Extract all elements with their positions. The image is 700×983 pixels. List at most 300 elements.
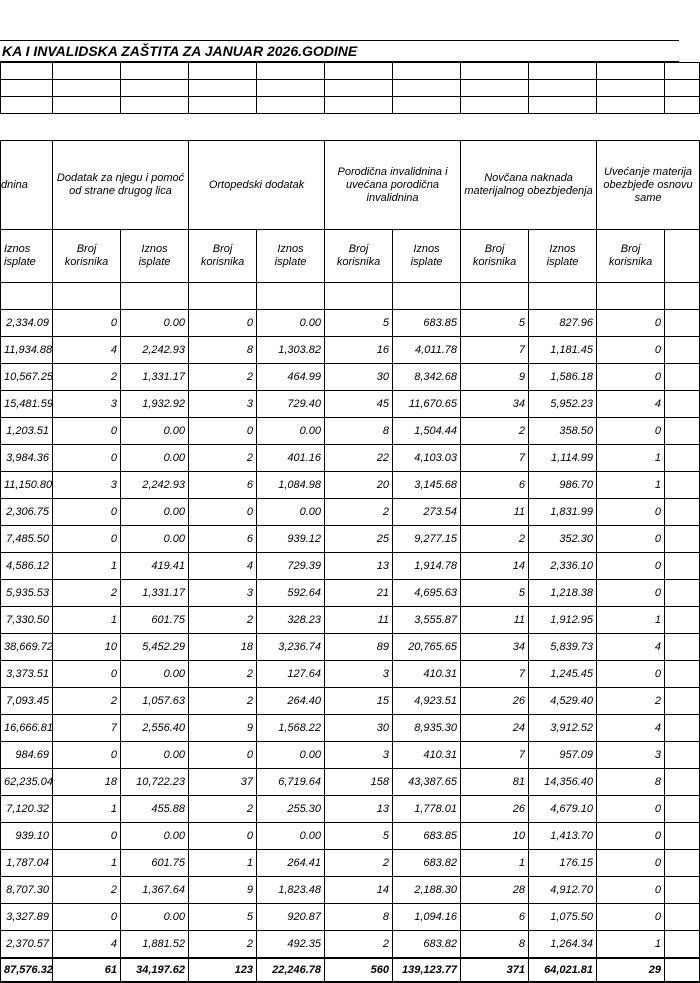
group-header: dnina [1, 141, 53, 230]
table-cell: 4 [597, 391, 665, 418]
column-header: Broj korisnika [597, 230, 665, 283]
table-cell: 0 [53, 904, 121, 931]
table-cell: 1 [53, 850, 121, 877]
table-row [1, 742, 700, 769]
report-title: KA I INVALIDSKA ZAŠTITA ZA JANUAR 2026.GODINE [2, 43, 358, 59]
table-cell: 601.75 [121, 850, 189, 877]
table-cell: 6 [461, 472, 529, 499]
table-row [1, 553, 700, 580]
table-cell: 10,722.23 [121, 769, 189, 796]
table-cell-empty [665, 796, 700, 823]
table-cell: 2,336.10 [529, 553, 597, 580]
table-cell: 2,556.40 [121, 715, 189, 742]
table-row [1, 904, 700, 931]
table-cell: 3,236.74 [257, 634, 325, 661]
table-cell: 0 [189, 499, 257, 526]
table-cell: 6,719.64 [257, 769, 325, 796]
table-row [1, 661, 700, 688]
table-cell: 5 [325, 823, 393, 850]
table-cell: 0 [53, 499, 121, 526]
table-cell: 1,787.04 [1, 850, 53, 877]
table-cell: 1,303.82 [257, 337, 325, 364]
total-cell: 22,246.78 [257, 958, 325, 982]
table-cell: 0 [597, 310, 665, 337]
table-cell: 18 [53, 769, 121, 796]
table-cell: 0 [189, 418, 257, 445]
table-cell: 7 [461, 337, 529, 364]
table-cell: 25 [325, 526, 393, 553]
table-cell-empty [665, 472, 700, 499]
table-cell: 8 [325, 418, 393, 445]
table-cell: 2 [189, 607, 257, 634]
table-cell: 24 [461, 715, 529, 742]
table-cell-empty [665, 688, 700, 715]
empty-header-grid [0, 62, 679, 114]
table-cell-empty [665, 337, 700, 364]
table-cell: 2 [53, 580, 121, 607]
table-cell: 1,094.16 [393, 904, 461, 931]
table-cell: 4,103.03 [393, 445, 461, 472]
table-cell: 264.41 [257, 850, 325, 877]
table-cell: 16,666.81 [1, 715, 53, 742]
table-cell: 8,342.68 [393, 364, 461, 391]
table-cell: 0 [189, 742, 257, 769]
table-cell: 7 [53, 715, 121, 742]
table-cell: 5 [189, 904, 257, 931]
table-cell: 2,242.93 [121, 472, 189, 499]
table-cell: 8,707.30 [1, 877, 53, 904]
table-cell: 1 [597, 445, 665, 472]
table-cell: 62,235.04 [1, 769, 53, 796]
table-cell: 9 [461, 364, 529, 391]
table-cell: 0.00 [121, 418, 189, 445]
table-cell: 7,093.45 [1, 688, 53, 715]
table-cell: 3,984.36 [1, 445, 53, 472]
table-cell: 10,567.25 [1, 364, 53, 391]
table-cell: 7,330.50 [1, 607, 53, 634]
column-header: Broj korisnika [325, 230, 393, 283]
table-row [1, 391, 700, 418]
table-cell: 1,075.50 [529, 904, 597, 931]
table-cell-empty [665, 823, 700, 850]
table-cell: 1,778.01 [393, 796, 461, 823]
table-cell: 1,823.48 [257, 877, 325, 904]
table-cell: 957.09 [529, 742, 597, 769]
table-row [1, 607, 700, 634]
table-cell: 1 [53, 553, 121, 580]
table-cell: 0 [597, 337, 665, 364]
column-header: Iznos isplate [1, 230, 53, 283]
table-row [1, 715, 700, 742]
table-cell: 5,839.73 [529, 634, 597, 661]
table-cell: 1,245.45 [529, 661, 597, 688]
table-cell: 0.00 [121, 526, 189, 553]
table-cell: 176.15 [529, 850, 597, 877]
table-cell: 1 [53, 607, 121, 634]
table-cell: 0 [597, 877, 665, 904]
total-cell: 29 [597, 958, 665, 982]
table-cell: 13 [325, 553, 393, 580]
table-cell: 81 [461, 769, 529, 796]
table-cell: 410.31 [393, 742, 461, 769]
table-row [1, 877, 700, 904]
table-cell: 1 [53, 796, 121, 823]
table-cell: 1,084.98 [257, 472, 325, 499]
column-header: Broj korisnika [461, 230, 529, 283]
table-cell-empty [665, 310, 700, 337]
table-cell-empty [665, 850, 700, 877]
table-cell: 1,057.63 [121, 688, 189, 715]
table-cell: 4 [53, 337, 121, 364]
table-cell: 827.96 [529, 310, 597, 337]
column-header: Broj korisnika [189, 230, 257, 283]
table-cell: 1,413.70 [529, 823, 597, 850]
table-cell: 1,912.95 [529, 607, 597, 634]
table-cell: 683.82 [393, 850, 461, 877]
table-cell: 15 [325, 688, 393, 715]
table-cell: 34 [461, 634, 529, 661]
table-cell: 0 [597, 823, 665, 850]
table-cell: 11,670.65 [393, 391, 461, 418]
table-cell: 0 [597, 499, 665, 526]
table-cell: 38,669.72 [1, 634, 53, 661]
table-cell: 0 [597, 850, 665, 877]
table-cell: 410.31 [393, 661, 461, 688]
table-cell: 1 [597, 607, 665, 634]
table-cell: 1,367.64 [121, 877, 189, 904]
table-row [1, 364, 700, 391]
table-cell-empty [665, 877, 700, 904]
table-cell: 0.00 [121, 661, 189, 688]
table-cell: 8 [597, 769, 665, 796]
table-cell-empty [665, 499, 700, 526]
table-cell: 14 [461, 553, 529, 580]
table-cell: 939.10 [1, 823, 53, 850]
table-cell: 984.69 [1, 742, 53, 769]
table-cell: 5,935.53 [1, 580, 53, 607]
table-cell: 2 [597, 688, 665, 715]
table-cell: 0.00 [121, 742, 189, 769]
table-row [1, 634, 700, 661]
table-cell: 1,568.22 [257, 715, 325, 742]
table-cell: 0 [597, 796, 665, 823]
table-cell: 1,331.17 [121, 364, 189, 391]
table-cell: 0.00 [257, 499, 325, 526]
table-cell: 0 [53, 445, 121, 472]
table-cell: 3,145.68 [393, 472, 461, 499]
table-cell: 9 [189, 715, 257, 742]
table-cell: 6 [189, 526, 257, 553]
table-cell: 8 [325, 904, 393, 931]
table-cell: 28 [461, 877, 529, 904]
table-cell: 9 [189, 877, 257, 904]
group-header: Novčana naknada materijalnog obezbjeđenja [461, 141, 597, 230]
table-cell: 20 [325, 472, 393, 499]
table-cell: 0.00 [257, 823, 325, 850]
table-row [1, 580, 700, 607]
table-cell: 2 [325, 931, 393, 959]
column-header: Iznos isplate [257, 230, 325, 283]
table-cell-empty [665, 364, 700, 391]
table-cell: 10 [461, 823, 529, 850]
table-cell: 1,932.92 [121, 391, 189, 418]
table-cell: 0.00 [121, 310, 189, 337]
table-cell: 0.00 [257, 418, 325, 445]
table-cell: 3 [189, 391, 257, 418]
total-cell-empty [665, 958, 700, 982]
table-cell: 3,555.87 [393, 607, 461, 634]
table-cell: 939.12 [257, 526, 325, 553]
table-cell-empty [665, 904, 700, 931]
table-row [1, 796, 700, 823]
table-row [1, 850, 700, 877]
total-cell: 371 [461, 958, 529, 982]
totals-row [1, 958, 700, 982]
table-cell: 0 [53, 418, 121, 445]
table-cell: 0 [597, 418, 665, 445]
table-cell: 2 [189, 445, 257, 472]
table-cell: 0 [597, 364, 665, 391]
table-cell: 0.00 [121, 823, 189, 850]
table-cell: 4,529.40 [529, 688, 597, 715]
table-cell-empty [665, 931, 700, 959]
table-cell: 7,120.32 [1, 796, 53, 823]
table-row [1, 769, 700, 796]
table-cell: 7 [461, 445, 529, 472]
total-cell: 87,576.32 [1, 958, 53, 982]
table-cell: 683.85 [393, 310, 461, 337]
table-cell: 30 [325, 364, 393, 391]
table-cell: 4,923.51 [393, 688, 461, 715]
table-cell: 1,114.99 [529, 445, 597, 472]
table-cell: 7,485.50 [1, 526, 53, 553]
table-cell: 9,277.15 [393, 526, 461, 553]
table-cell: 34 [461, 391, 529, 418]
table-cell: 158 [325, 769, 393, 796]
table-cell: 2,370.57 [1, 931, 53, 959]
table-cell: 14,356.40 [529, 769, 597, 796]
table-cell: 1 [461, 850, 529, 877]
table-cell: 0 [597, 553, 665, 580]
table-cell: 4,695.63 [393, 580, 461, 607]
table-cell: 22 [325, 445, 393, 472]
table-cell: 419.41 [121, 553, 189, 580]
table-cell: 7 [461, 742, 529, 769]
table-row [1, 445, 700, 472]
table-cell: 455.88 [121, 796, 189, 823]
table-cell: 3 [53, 472, 121, 499]
table-cell: 3,327.89 [1, 904, 53, 931]
table-cell: 3 [597, 742, 665, 769]
table-cell: 43,387.65 [393, 769, 461, 796]
table-cell: 2 [325, 850, 393, 877]
table-cell: 3,912.52 [529, 715, 597, 742]
table-cell: 2 [189, 661, 257, 688]
table-cell: 0 [597, 661, 665, 688]
table-cell: 1 [597, 931, 665, 959]
table-cell: 13 [325, 796, 393, 823]
table-cell: 1,586.18 [529, 364, 597, 391]
table-cell: 7 [461, 661, 529, 688]
group-header: Ortopedski dodatak [189, 141, 325, 230]
table-cell: 2,306.75 [1, 499, 53, 526]
data-table-wrapper [0, 140, 693, 983]
table-row [1, 418, 700, 445]
table-cell: 5 [325, 310, 393, 337]
table-cell-empty [665, 634, 700, 661]
table-cell: 0 [53, 526, 121, 553]
table-row [1, 472, 700, 499]
benefits-table [0, 140, 700, 983]
table-cell: 464.99 [257, 364, 325, 391]
table-cell: 11 [461, 499, 529, 526]
table-cell: 2 [189, 688, 257, 715]
total-cell: 139,123.77 [393, 958, 461, 982]
table-cell: 264.40 [257, 688, 325, 715]
table-cell: 3,373.51 [1, 661, 53, 688]
table-row [1, 526, 700, 553]
table-cell: 0.00 [121, 499, 189, 526]
table-cell: 5,952.23 [529, 391, 597, 418]
table-cell: 0 [53, 823, 121, 850]
table-cell: 2,188.30 [393, 877, 461, 904]
table-cell: 2 [53, 364, 121, 391]
table-cell: 401.16 [257, 445, 325, 472]
table-cell: 0 [53, 661, 121, 688]
table-cell: 2 [53, 877, 121, 904]
table-cell-empty [665, 715, 700, 742]
title-bar [0, 40, 679, 62]
table-cell: 11 [325, 607, 393, 634]
table-cell: 0.00 [257, 310, 325, 337]
table-row [1, 931, 700, 959]
table-cell: 4 [597, 715, 665, 742]
table-cell: 3 [189, 580, 257, 607]
group-header: Porodična invalidnina i uvećana porodična invalidnina [325, 141, 461, 230]
table-cell: 4,011.78 [393, 337, 461, 364]
table-cell-empty [665, 553, 700, 580]
table-cell: 729.39 [257, 553, 325, 580]
table-cell: 592.64 [257, 580, 325, 607]
table-cell: 328.23 [257, 607, 325, 634]
table-cell: 0 [597, 526, 665, 553]
table-cell: 2 [461, 418, 529, 445]
table-row [1, 337, 700, 364]
table-cell: 127.64 [257, 661, 325, 688]
table-cell-empty [665, 391, 700, 418]
table-cell: 2,242.93 [121, 337, 189, 364]
table-cell: 2 [53, 688, 121, 715]
column-header: Iznos isplate [121, 230, 189, 283]
table-cell-empty [665, 661, 700, 688]
table-cell: 1,264.34 [529, 931, 597, 959]
table-cell: 358.50 [529, 418, 597, 445]
table-cell: 4 [53, 931, 121, 959]
table-cell: 0.00 [121, 445, 189, 472]
table-cell: 1,504.44 [393, 418, 461, 445]
table-cell: 11 [461, 607, 529, 634]
table-cell: 21 [325, 580, 393, 607]
table-cell: 45 [325, 391, 393, 418]
table-row [1, 499, 700, 526]
table-cell: 1,881.52 [121, 931, 189, 959]
table-cell: 0 [189, 310, 257, 337]
table-cell: 15,481.59 [1, 391, 53, 418]
table-cell: 4,912.70 [529, 877, 597, 904]
table-cell-empty [665, 418, 700, 445]
table-cell: 986.70 [529, 472, 597, 499]
table-cell: 8 [461, 931, 529, 959]
column-header: Iznos isplate [393, 230, 461, 283]
group-header: Dodatak za njegu i pomoć od strane drugog lica [53, 141, 189, 230]
table-cell: 5,452.29 [121, 634, 189, 661]
table-cell: 3 [325, 742, 393, 769]
table-cell-empty [665, 607, 700, 634]
table-cell: 729.40 [257, 391, 325, 418]
table-cell: 2,334.09 [1, 310, 53, 337]
table-cell: 2 [189, 364, 257, 391]
table-cell: 0 [189, 823, 257, 850]
table-cell: 3 [325, 661, 393, 688]
table-cell: 2 [189, 796, 257, 823]
table-cell: 1 [597, 472, 665, 499]
spacer-row [1, 283, 700, 310]
table-cell-empty [665, 742, 700, 769]
table-cell: 1 [189, 850, 257, 877]
table-cell: 26 [461, 796, 529, 823]
table-cell: 4 [597, 634, 665, 661]
table-cell: 601.75 [121, 607, 189, 634]
table-cell: 20,765.65 [393, 634, 461, 661]
table-cell: 10 [53, 634, 121, 661]
table-cell: 273.54 [393, 499, 461, 526]
table-cell: 11,150.80 [1, 472, 53, 499]
table-cell: 30 [325, 715, 393, 742]
table-cell: 1,203.51 [1, 418, 53, 445]
table-cell: 2 [461, 526, 529, 553]
table-cell: 5 [461, 310, 529, 337]
table-cell: 1,218.38 [529, 580, 597, 607]
table-row [1, 823, 700, 850]
total-cell: 123 [189, 958, 257, 982]
column-header: Broj korisnika [53, 230, 121, 283]
table-cell: 352.30 [529, 526, 597, 553]
table-cell: 3 [53, 391, 121, 418]
table-cell: 492.35 [257, 931, 325, 959]
table-cell: 11,934.88 [1, 337, 53, 364]
table-cell: 1,181.45 [529, 337, 597, 364]
total-cell: 34,197.62 [121, 958, 189, 982]
table-cell: 5 [461, 580, 529, 607]
total-cell: 560 [325, 958, 393, 982]
table-cell: 0.00 [257, 742, 325, 769]
table-cell-empty [665, 445, 700, 472]
table-cell: 6 [461, 904, 529, 931]
table-cell: 0 [597, 904, 665, 931]
group-header: Uvećanje materija obezbjeđe osnovu same [597, 141, 700, 230]
total-cell: 61 [53, 958, 121, 982]
table-cell: 2 [189, 931, 257, 959]
column-header: Iznos isplate [529, 230, 597, 283]
table-cell: 18 [189, 634, 257, 661]
table-cell: 683.85 [393, 823, 461, 850]
table-cell: 0 [597, 580, 665, 607]
table-cell: 1,914.78 [393, 553, 461, 580]
table-cell: 4,679.10 [529, 796, 597, 823]
table-cell: 0 [53, 742, 121, 769]
table-cell: 8 [189, 337, 257, 364]
table-cell: 6 [189, 472, 257, 499]
